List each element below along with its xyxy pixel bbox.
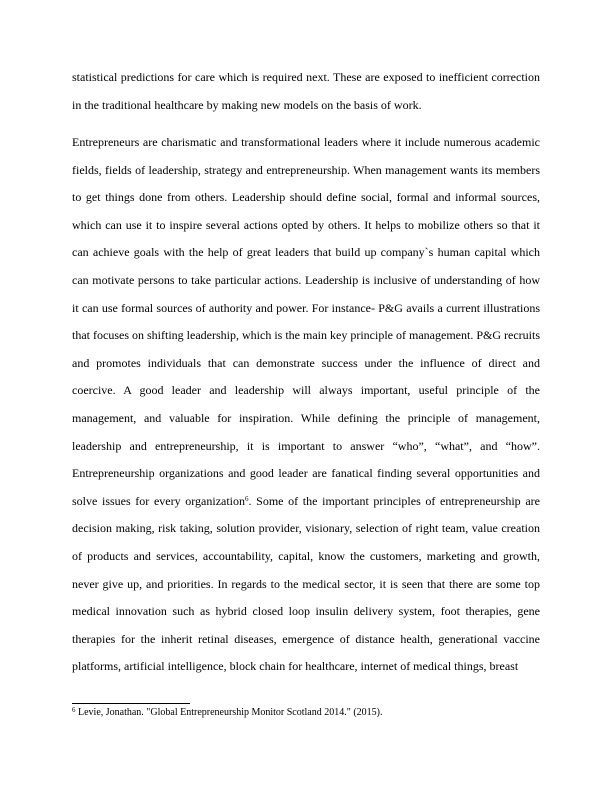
footnote-separator	[72, 703, 190, 704]
body-paragraph-1: statistical predictions for care which is required next. These are exposed to inefficient correction in the traditional healthcare by making new models on the basis of work.	[72, 70, 540, 112]
footnote-text: Levie, Jonathan. "Global Entrepreneurship Monitor Scotland 2014." (2015).	[75, 707, 383, 718]
footnote	[72, 706, 540, 720]
footnote-reference[interactable]: 6	[245, 494, 249, 503]
footnote-number: 6	[72, 706, 76, 714]
paragraph-2-text-after-ref: . Some of the important principles of entrepreneurship are decision making, risk taking, solution provider, visionary, selection of right team, value creation of products and services, accountability, capital, know the customers, marketing and growth, never give up, and priorities. In regards to the medical sector, it is seen that there are some top medical innovation such as hybrid closed loop insulin delivery system, foot therapies, gene therapies for the inherit retinal diseases, emergence of distance health, generational vaccine platforms, artificial intelligence, block chain for healthcare, internet of medical things, breast	[72, 493, 540, 674]
paragraph-2-text-before-ref: Entrepreneurs are charismatic and transformational leaders where it include numerous academic fields, fields of leadership, strategy and entrepreneurship. When management wants its members to get things done from others. Leadership should define social, formal and informal sources, which can use it to inspire several actions opted by others. It helps to mobilize others so that it can achieve goals with the help of great leaders that build up company`s human capital which can motivate persons to take particular actions. Leadership is inclusive of understanding of how it can use formal sources of authority and power. For instance- P&G avails a current illustrations that focuses on shifting leadership, which is the main key principle of management. P&G recruits and promotes individuals that can demonstrate success under the influence of direct and coercive. A good leader and leadership will always important, useful principle of the management, and valuable for inspiration. While defining the principle of management, leadership and entrepreneurship, it is important to answer “who”, “what”, and “how”. Entrepreneurship organizations and good leader are fanatical finding several opportunities and solve issues for every organization	[72, 135, 540, 508]
body-paragraph-2	[72, 129, 540, 681]
